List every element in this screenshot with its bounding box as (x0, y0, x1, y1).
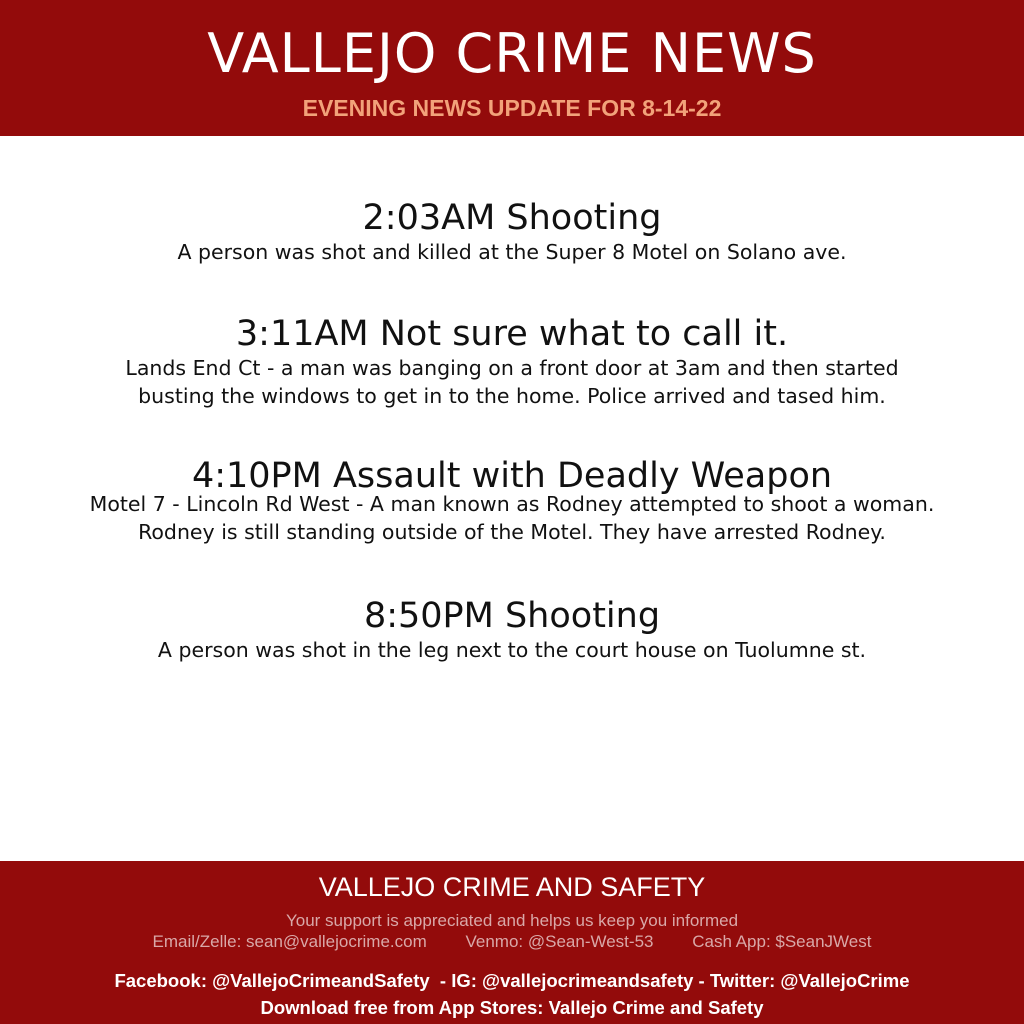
page-title: VALLEJO CRIME NEWS (207, 22, 817, 85)
news-item-description (0, 354, 1024, 410)
venmo-contact: Venmo: @Sean-West-53 (465, 932, 654, 951)
app-download-note: Download free from App Stores: Vallejo Crime and Safety (260, 997, 764, 1018)
news-item (0, 198, 1024, 266)
news-item-description (0, 238, 1024, 266)
news-item-line: Motel 7 - Lincoln Rd West - A man known as Rodney attempted to shoot a woman. (89, 492, 935, 516)
news-item-title: 8:50PM Shooting (363, 596, 661, 636)
news-item-line: Lands End Ct - a man was banging on a front door at 3am and then started (125, 356, 899, 380)
footer-banner (0, 861, 1024, 1024)
support-message: Your support is appreciated and helps us keep you informed (285, 911, 739, 930)
social-media-handles: Facebook: @VallejoCrimeandSafety - IG: @vallejocrimeandsafety - Twitter: @VallejoCrime (114, 970, 910, 991)
news-content (0, 136, 1024, 861)
news-item-line: A person was shot in the leg next to the court house on Tuolumne st. (157, 638, 867, 662)
news-item-title: 4:10PM Assault with Deadly Weapon (191, 456, 833, 496)
news-item-line: A person was shot and killed at the Super 8 Motel on Solano ave. (177, 240, 847, 264)
news-item (0, 456, 1024, 546)
cashapp-contact: Cash App: $SeanJWest (692, 932, 872, 951)
payment-info (0, 932, 1024, 952)
news-item-description (0, 636, 1024, 664)
news-item (0, 314, 1024, 410)
header-banner (0, 0, 1024, 136)
news-item-line: Rodney is still standing outside of the Motel. They have arrested Rodney. (138, 520, 886, 544)
news-item (0, 596, 1024, 664)
news-item-title: 2:03AM Shooting (362, 198, 662, 238)
news-item-title: 3:11AM Not sure what to call it. (235, 314, 789, 354)
page-subtitle: EVENING NEWS UPDATE FOR 8-14-22 (302, 95, 722, 121)
news-item-description (0, 490, 1024, 546)
email-zelle-contact: Email/Zelle: sean@vallejocrime.com (152, 932, 427, 951)
footer-title: VALLEJO CRIME AND SAFETY (318, 872, 706, 902)
news-item-line: busting the windows to get in to the home. Police arrived and tased him. (138, 384, 886, 408)
